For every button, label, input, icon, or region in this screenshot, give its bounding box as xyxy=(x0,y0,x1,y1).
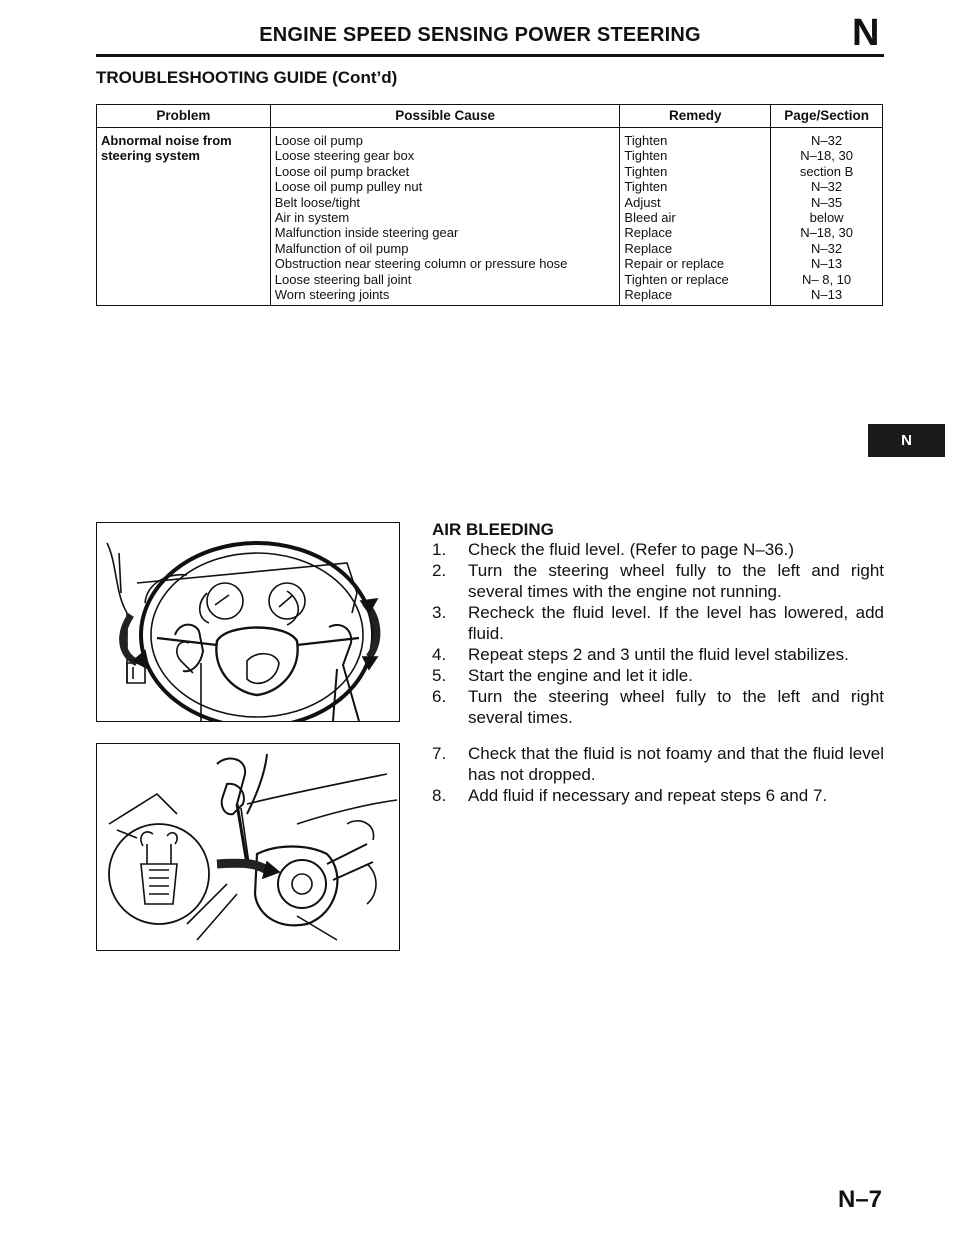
step-number: 5. xyxy=(432,666,447,685)
remedy-item: Tighten xyxy=(624,163,668,179)
cause-item: Worn steering joints xyxy=(274,287,390,303)
section-tab[interactable]: N xyxy=(868,424,945,457)
step-number: 2. xyxy=(432,561,447,580)
page-section-cell xyxy=(771,128,883,306)
step-number: 3. xyxy=(432,603,447,622)
remedy-item: Adjust xyxy=(624,194,661,210)
step-text: Check the fluid level. (Refer to page N–36.) xyxy=(468,540,795,559)
cause-item: Loose oil pump xyxy=(274,133,363,148)
problem-line: Abnormal noise from xyxy=(101,133,232,148)
step-text: Repeat steps 2 and 3 until the fluid level stabilizes. xyxy=(468,645,849,664)
list-item xyxy=(432,686,884,728)
list-item xyxy=(432,644,884,665)
page-ref-link[interactable]: N–13 xyxy=(811,287,843,303)
remedy-item: Bleed air xyxy=(624,210,676,226)
step-text: Recheck the fluid level. If the level has lowered, add fluid. xyxy=(468,603,884,643)
cause-item: Malfunction inside steering gear xyxy=(274,225,459,241)
troubleshooting-table xyxy=(96,104,883,306)
cause-item: Loose oil pump bracket xyxy=(274,163,410,179)
page-number: N–7 xyxy=(838,1186,883,1213)
step-number: 4. xyxy=(432,645,447,664)
step-number: 7. xyxy=(432,744,447,763)
section-title: TROUBLESHOOTING GUIDE (Cont’d) xyxy=(96,68,398,87)
list-item xyxy=(432,785,884,806)
fluid-check-illustration xyxy=(96,743,400,951)
table-row xyxy=(97,128,883,306)
cause-item: Loose steering gear box xyxy=(274,148,415,164)
remedy-item: Repair or replace xyxy=(624,256,725,272)
problem-cell xyxy=(97,128,271,306)
air-bleeding-heading: AIR BLEEDING xyxy=(432,520,554,539)
table-header-row xyxy=(97,105,883,128)
cause-item: Obstruction near steering column or pressure hose xyxy=(274,256,568,272)
list-item xyxy=(432,665,884,686)
remedy-cell xyxy=(620,128,771,306)
cause-item: Loose steering ball joint xyxy=(274,271,412,287)
page-ref-link[interactable]: N–32 xyxy=(811,133,843,148)
column-header-problem: Problem xyxy=(97,105,271,128)
column-header-page-section: Page/Section xyxy=(771,105,883,128)
page-ref-link[interactable]: N–18, 30 xyxy=(800,225,853,241)
cause-item: Loose oil pump pulley nut xyxy=(274,179,423,195)
step-text: Turn the steering wheel fully to the left and right several times with the engine not running. xyxy=(468,561,884,601)
step-text: Check that the fluid is not foamy and that the fluid level has not dropped. xyxy=(468,744,884,784)
remedy-item: Tighten or replace xyxy=(624,271,729,287)
step-text: Turn the steering wheel fully to the left and right several times. xyxy=(468,687,884,727)
list-item xyxy=(432,602,884,644)
page-ref-link[interactable]: section B xyxy=(799,163,854,179)
remedy-item: Tighten xyxy=(624,179,668,195)
list-item xyxy=(432,539,884,560)
cause-item: Air in system xyxy=(274,210,350,226)
column-header-possible-cause: Possible Cause xyxy=(270,105,620,128)
remedy-item: Replace xyxy=(624,287,673,303)
page-ref-link[interactable]: below xyxy=(809,210,844,226)
step-number: 6. xyxy=(432,687,447,706)
steering-wheel-illustration xyxy=(96,522,400,722)
page-ref-link[interactable]: N–18, 30 xyxy=(800,148,853,164)
list-item xyxy=(432,560,884,602)
air-bleeding-steps-continued xyxy=(432,743,884,806)
step-number: 1. xyxy=(432,540,447,559)
problem-line: steering system xyxy=(101,148,200,164)
page-ref-link[interactable]: N– 8, 10 xyxy=(802,271,852,287)
cause-item: Belt loose/tight xyxy=(274,194,361,210)
remedy-item: Replace xyxy=(624,225,673,241)
step-number: 8. xyxy=(432,786,447,805)
step-text: Start the engine and let it idle. xyxy=(468,666,693,685)
remedy-item: Tighten xyxy=(624,148,668,164)
section-letter: N xyxy=(852,12,880,54)
step-text: Add fluid if necessary and repeat steps 6 and 7. xyxy=(468,786,828,805)
page-ref-link[interactable]: N–32 xyxy=(811,179,843,195)
list-item xyxy=(432,743,884,785)
cause-item: Malfunction of oil pump xyxy=(274,240,409,256)
page-ref-link[interactable]: N–35 xyxy=(811,194,843,210)
page-header-title: ENGINE SPEED SENSING POWER STEERING xyxy=(259,24,701,46)
air-bleeding-steps xyxy=(432,539,884,728)
remedy-item: Replace xyxy=(624,240,673,256)
column-header-remedy: Remedy xyxy=(620,105,771,128)
header-rule xyxy=(96,54,884,57)
page-ref-link[interactable]: N–32 xyxy=(811,240,843,256)
page-ref-link[interactable]: N–13 xyxy=(811,256,843,272)
cause-cell xyxy=(270,128,620,306)
remedy-item: Tighten xyxy=(624,133,668,148)
